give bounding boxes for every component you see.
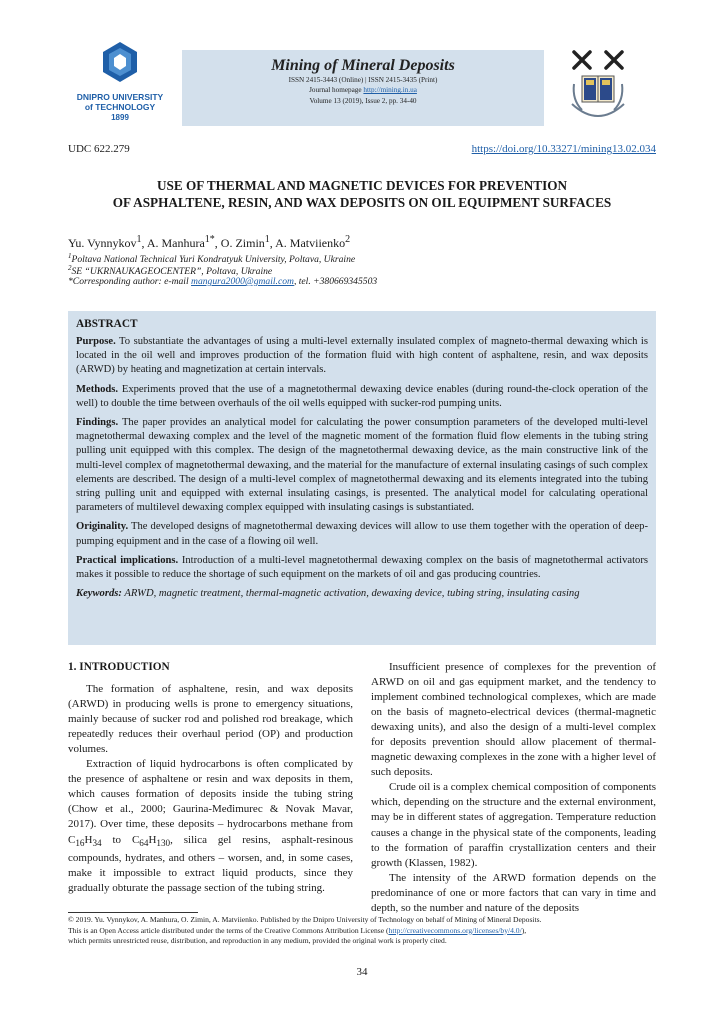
affiliation-text: Poltava National Technical Yuri Kondratyuk University, Poltava, Ukraine bbox=[71, 254, 356, 266]
body-paragraph: Crude oil is a complex chemical composition of components which, depending on the structure and the external environment, may be in different states of aggregation. Temperature reduction causes a change in the physical state of the components, leading to the formation of paraffin crystallization centers and their growth (Klassen, 1982). bbox=[371, 781, 656, 869]
journal-homepage bbox=[182, 85, 544, 95]
findings-label: Findings. bbox=[76, 417, 119, 429]
author-name: A. Manhura bbox=[146, 236, 205, 250]
originality-label: Originality. bbox=[76, 521, 129, 533]
abstract-purpose bbox=[76, 335, 648, 378]
purpose-label: Purpose. bbox=[76, 336, 116, 347]
subscript: 16 bbox=[75, 837, 85, 848]
license-suffix: ), bbox=[521, 925, 527, 935]
university-name-line1: DNIPRO UNIVERSITY bbox=[76, 92, 164, 102]
practical-text: Introduction of a multi-level magnetothermal dewaxing complex on the basis of magnetothermal activators makes it possible to reduce the shortage of such equipment on the markets of oil and gas producing countries. bbox=[76, 554, 648, 581]
body-left-column bbox=[68, 660, 353, 896]
paper-title-line1: USE OF THERMAL AND MAGNETIC DEVICES FOR PREVENTION bbox=[157, 178, 567, 193]
journal-title: Mining of Mineral Deposits bbox=[271, 57, 455, 74]
methods-label: Methods. bbox=[76, 383, 119, 395]
author-name: O. Zimin bbox=[220, 236, 265, 250]
license-line bbox=[68, 926, 656, 937]
methods-text: Experiments proved that the use of a magnetothermal dewaxing device enables (during round-the-clock operation of the well) to double the time between overhauls of the oil wells equipped with sucker-rod pumping units. bbox=[76, 383, 648, 409]
udc-code: UDC 622.279 bbox=[68, 143, 130, 155]
author-name: A. Matviienko bbox=[275, 236, 346, 250]
corresponding-suffix: , tel. +380669345503 bbox=[293, 276, 378, 287]
affiliation-text: SE “UKRNAUKAGEOCENTER”, Poltava, Ukraine bbox=[71, 266, 273, 278]
page-number: 34 bbox=[356, 966, 368, 978]
homepage-label: Journal homepage bbox=[309, 86, 364, 95]
keywords-text: ARWD, magnetic treatment, thermal-magnetic activation, dewaxing device, tubing string, insulating casing bbox=[121, 588, 580, 600]
author-affiliation-mark: 2 bbox=[345, 234, 351, 245]
footnote-divider bbox=[68, 912, 198, 913]
journal-issn: ISSN 2415-3443 (Online) | ISSN 2415-3435 (Print) bbox=[288, 76, 438, 84]
abstract-heading: ABSTRACT bbox=[76, 318, 138, 330]
journal-emblem-icon bbox=[568, 46, 628, 128]
body-text: to C bbox=[101, 833, 140, 846]
university-name-line2: of TECHNOLOGY bbox=[84, 101, 156, 112]
subscript: 34 bbox=[92, 837, 102, 848]
copyright-line: © 2019. Yu. Vynnykov, A. Manhura, O. Zimin, A. Matviienko. Published by the Dnipro University of Technology on behalf of Mining of Mineral Deposits. bbox=[68, 915, 542, 924]
keywords-label: Keywords: bbox=[76, 588, 122, 600]
journal-volume: Volume 13 (2019), Issue 2, pp. 34-40 bbox=[309, 96, 417, 105]
author-affiliation-mark: 1 bbox=[136, 234, 142, 245]
body-right-column bbox=[371, 660, 656, 916]
subscript: 130 bbox=[156, 837, 171, 848]
university-logo bbox=[60, 40, 180, 122]
university-year: 1899 bbox=[111, 112, 129, 122]
doi-link[interactable]: https://doi.org/10.33271/mining13.02.034 bbox=[471, 143, 656, 155]
journal-header-box bbox=[182, 50, 544, 126]
homepage-link[interactable]: http://mining.in.ua bbox=[363, 86, 417, 95]
section-heading: 1. INTRODUCTION bbox=[68, 661, 170, 673]
university-emblem-icon bbox=[100, 40, 140, 84]
originality-text: The developed designs of magnetothermal dewaxing devices will allow to use them together with the operation of deep-pumping equipment and in the case of a flowing oil well. bbox=[76, 521, 648, 547]
abstract-practical bbox=[76, 554, 648, 582]
author-affiliation-mark: 1* bbox=[204, 234, 215, 245]
body-paragraph bbox=[68, 757, 353, 896]
paper-title-line2: OF ASPHALTENE, RESIN, AND WAX DEPOSITS ON OIL EQUIPMENT SURFACES bbox=[112, 195, 612, 210]
corresponding-author bbox=[68, 276, 377, 287]
body-text: Extraction of liquid hydrocarbons is often complicated by the presence of asphaltene or resin and wax deposits in them, which causes formation of deposits inside the tubing string (Chow et al., 2000; Gaurina-Međimurec & Novak Mavar, 2017). Over time, these deposits – hydrocarbons methane from C bbox=[68, 758, 353, 846]
abstract-box bbox=[68, 311, 656, 645]
body-text: H bbox=[84, 833, 93, 846]
license-prefix: This is an Open Access article distributed under the terms of the Creative Commons Attribution License ( bbox=[68, 925, 389, 935]
abstract-keywords bbox=[76, 587, 648, 601]
license-link[interactable]: http://creativecommons.org/licenses/by/4.0/ bbox=[388, 925, 522, 935]
affiliation-mark: 2 bbox=[68, 264, 72, 272]
body-paragraph: Insufficient presence of complexes for the prevention of ARWD on oil and gas equipment market, and the tendency to implement combined technological complexes, which are made on the basis of magneto-electrical devices (thermal-magnetic dewaxing units), and also the design of a multi-level complex for deposits prevention should allow placement of thermal-magnetic dewaxing complexes in the zone with a higher level of such deposits. bbox=[371, 661, 656, 779]
abstract-findings bbox=[76, 416, 648, 515]
purpose-text: To substantiate the advantages of using a multi-level externally insulated complex of magneto-thermal dewaxing which is located in the oil well and improves production of the formation fluid with high content of asphaltene, resin, and wax deposits (ARWD) by heating and magnetization at certain intervals. bbox=[76, 336, 648, 376]
author-affiliation-mark: 1 bbox=[264, 234, 270, 245]
body-paragraph: The formation of asphaltene, resin, and wax deposits (ARWD) in producing wells is prone to emergency situations, mainly because of sucker rod and polished rod breakage, which repeatedly reduces their overhaul period (OP) and production volumes. bbox=[68, 683, 353, 756]
body-text: , silica gel resins, asphalt-resinous compounds, hydrates, and others – worsen, and, in some cases, make it impossible to extract liquid products, since they gradually obturate the passage section of the tubing string. bbox=[68, 833, 353, 894]
body-text: H bbox=[148, 833, 157, 846]
findings-text: The paper provides an analytical model for calculating the power consumption parameters of the developed multi-level magnetothermal dewaxing complex and the level of the magnetic moment of the formation fluid flow elements in the tubing string pulling unit equipped with this complex. The design of the magnetothermal dewaxing device, as the main constructive link of the multi-level complex of magnetothermal dewaxing, and the material for the manufacture of external insulating casings of such complex elements are described. The design of a multi-level complex of magnetothermal dewaxing and its elements integrated into the tubing string pulling unit and equipped with external insulating casings, is presented. The analytical model for calculating operational parameters of multilevel dewaxing complex equipped with insulating casings is substantiated. bbox=[76, 417, 648, 514]
subscript: 64 bbox=[139, 837, 149, 848]
author-list: Yu. Vynnykov$^1$, A. Manhura$^{1*}$, O. Zimin$^1$, A. Matviienko$^2$ bbox=[68, 234, 351, 250]
abstract-methods bbox=[76, 383, 648, 411]
body-paragraph: The intensity of the ARWD formation depends on the predominance of one or more factors that can vary in time and depth, so the number and nature of the deposits bbox=[371, 871, 656, 914]
copyright-footnote bbox=[68, 915, 656, 947]
abstract-originality bbox=[76, 520, 648, 548]
paper-title bbox=[68, 177, 656, 211]
corresponding-prefix: *Corresponding author: e-mail bbox=[68, 276, 192, 287]
corresponding-email-link[interactable]: mangura2000@gmail.com bbox=[191, 276, 294, 287]
affiliation-mark: 1 bbox=[68, 252, 72, 260]
author-name: Yu. Vynnykov bbox=[68, 236, 137, 250]
license-terms: which permits unrestricted reuse, distribution, and reproduction in any medium, provided the original work is properly cited. bbox=[68, 936, 447, 946]
practical-label: Practical implications. bbox=[76, 554, 179, 566]
